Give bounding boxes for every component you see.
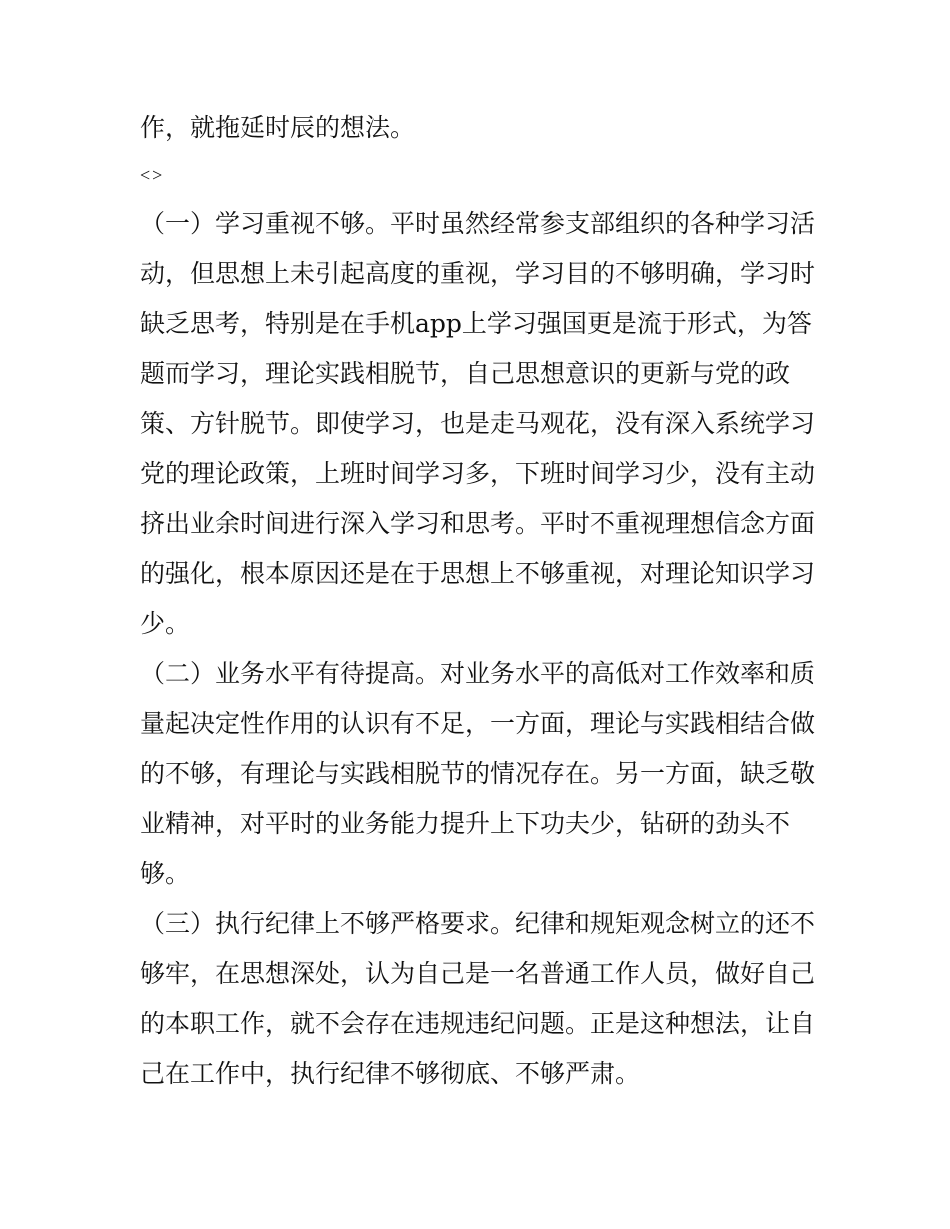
paragraph-line: 策、方针脱节。即使学习，也是走马观花，没有深入系统学习 xyxy=(140,409,816,438)
paragraph-line: （三）执行纪律上不够严格要求。纪律和规矩观念树立的还不 xyxy=(140,909,816,938)
paragraph-line: 量起决定性作用的认识有不足，一方面，理论与实践相结合做 xyxy=(140,709,816,738)
paragraph-line: 的强化，根本原因还是在于思想上不够重视，对理论知识学习 xyxy=(140,559,816,588)
paragraph-line: 挤出业余时间进行深入学习和思考。平时不重视理想信念方面 xyxy=(140,509,816,538)
paragraph-line: （二）业务水平有待提高。对业务水平的高低对工作效率和质 xyxy=(140,659,816,688)
paragraph-line: 动，但思想上未引起高度的重视，学习目的不够明确，学习时 xyxy=(140,259,816,288)
paragraph-line: 己在工作中，执行纪律不够彻底、不够严肃。 xyxy=(140,1059,641,1088)
paragraph-line: 党的理论政策，上班时间学习多，下班时间学习少，没有主动 xyxy=(140,459,816,488)
paragraph-line: 业精神，对平时的业务能力提升上下功夫少，钻研的劲头不 xyxy=(140,809,791,838)
intro-line: 作，就拖延时辰的想法。 xyxy=(140,113,416,142)
section-marker: <> xyxy=(140,165,165,185)
paragraph-line: 的本职工作，就不会存在违规违纪问题。正是这种想法，让自 xyxy=(140,1009,816,1038)
paragraph-line: 少。 xyxy=(140,609,191,638)
paragraph-line: 缺乏思考，特别是在手机app上学习强国更是流于形式，为答 xyxy=(140,309,812,338)
paragraph-line: 够。 xyxy=(140,859,191,888)
paragraph-line: 的不够，有理论与实践相脱节的情况存在。另一方面，缺乏敬 xyxy=(140,759,816,788)
paragraph-line: 够牢，在思想深处，认为自己是一名普通工作人员，做好自己 xyxy=(140,959,816,988)
paragraph-line: 题而学习，理论实践相脱节，自己思想意识的更新与党的政 xyxy=(140,359,791,388)
paragraph-line: （一）学习重视不够。平时虽然经常参支部组织的各种学习活 xyxy=(140,209,816,238)
